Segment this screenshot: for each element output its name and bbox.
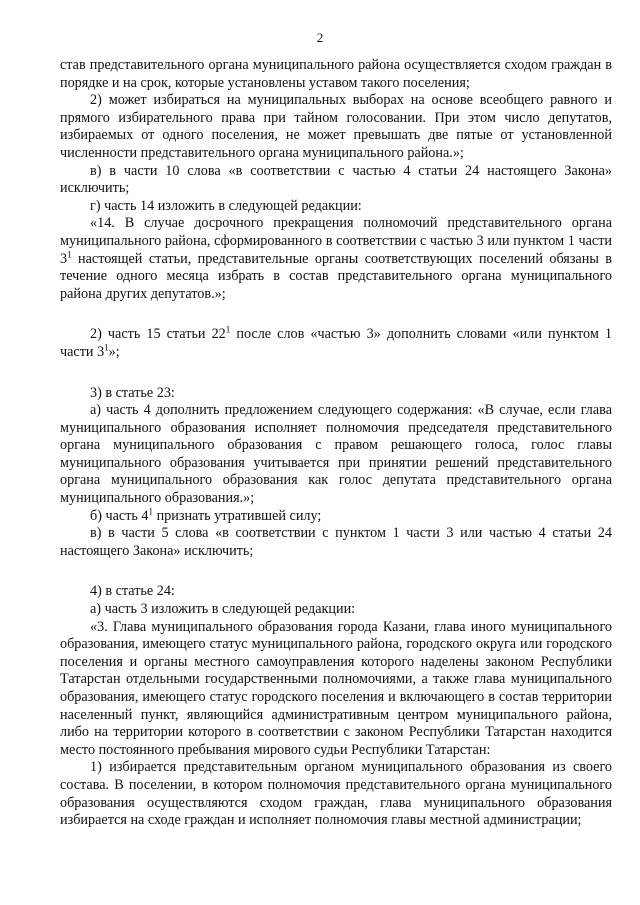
paragraph: в) в части 5 слова «в соответствии с пунктом 1 части 3 или частью 4 статьи 24 настоящего Закона» исключить; [60, 525, 612, 559]
superscript: 1 [225, 324, 231, 335]
document-body [60, 57, 612, 830]
superscript: 1 [67, 248, 72, 259]
text-run: настоящей статьи, представительные органы соответствующих поселений обязаны в течение одного месяца избрать в состав представительного органа муниципального района других депутатов.»; [60, 250, 612, 302]
text-run: »; [108, 343, 120, 360]
paragraph-spacer [60, 560, 612, 583]
paragraph: а) часть 3 изложить в следующей редакции: [90, 601, 356, 618]
paragraph-spacer [60, 303, 612, 326]
paragraph [60, 215, 612, 303]
text-run: после слов «частью 3» дополнить словами «или пунктом 1 части 3 [60, 326, 612, 360]
paragraph: «3. Глава муниципального образования города Казани, глава иного муниципального образования, имеющего статус муниципального района, городского округа или городского поселения и органы местного самоуправления которого наделены законом Республики Татарстан отдельными государственными полномочиями, а также глава муниципального образования, имеющего статус городского поселения и включающего в состав территории населенный пункт, являющийся административным центром муниципального района, либо на территории которого в соответствии с законом Республики Татарстан находится место постоянного пребывания мирового судьи Республики Татарстан: [60, 618, 612, 758]
text-run: признать утратившей силу; [153, 507, 322, 524]
paragraph: 3) в статье 23: [90, 384, 175, 401]
paragraph-spacer [60, 362, 612, 385]
text-run: б) часть 4 [90, 507, 149, 524]
superscript: 1 [148, 505, 154, 516]
paragraph [60, 326, 612, 361]
text-run: «14. В случае досрочного прекращения полномочий представительного органа муниципального района, сформированного в соответствии с частью 3 или пунктом 1 части 3 [60, 215, 612, 267]
paragraph: а) часть 4 дополнить предложением следующего содержания: «В случае, если глава муниципального образования исполняет полномочия председателя представительного органа муниципального образования с правом решающего голоса, голос главы муниципального образования учитывается при принятии решений представительного органа муниципального образования как голос депутата представительного органа муниципального образования.»; [60, 402, 612, 507]
paragraph: г) часть 14 изложить в следующей редакции: [90, 197, 362, 214]
paragraph: 1) избирается представительным органом муниципального образования из своего состава. В поселении, в котором полномочия представительного органа муниципального образования осуществляются сходом граждан, глава муниципального образования избирается на сходе граждан и исполняет полномочия главы местной администрации; [60, 759, 612, 829]
paragraph: 2) может избираться на муниципальных выборах на основе всеобщего равного и прямого избирательного права при тайном голосовании. При этом число депутатов, избираемых от одного поселения, не может превышать две пятые от установленной численности представительного органа муниципального района.»; [60, 92, 612, 161]
superscript: 1 [104, 342, 109, 353]
paragraph: в) в части 10 слова «в соответствии с частью 4 статьи 24 настоящего Закона» исключить; [60, 162, 612, 197]
page-number: 2 [316, 30, 324, 45]
text-run: 2) часть 15 статьи 22 [90, 326, 226, 343]
paragraph [60, 505, 612, 526]
paragraph: 4) в статье 24: [90, 583, 175, 600]
paragraph: став представительного органа муниципального района осуществляется сходом граждан в порядке и на срок, которые установлены уставом такого поселения; [60, 57, 612, 91]
